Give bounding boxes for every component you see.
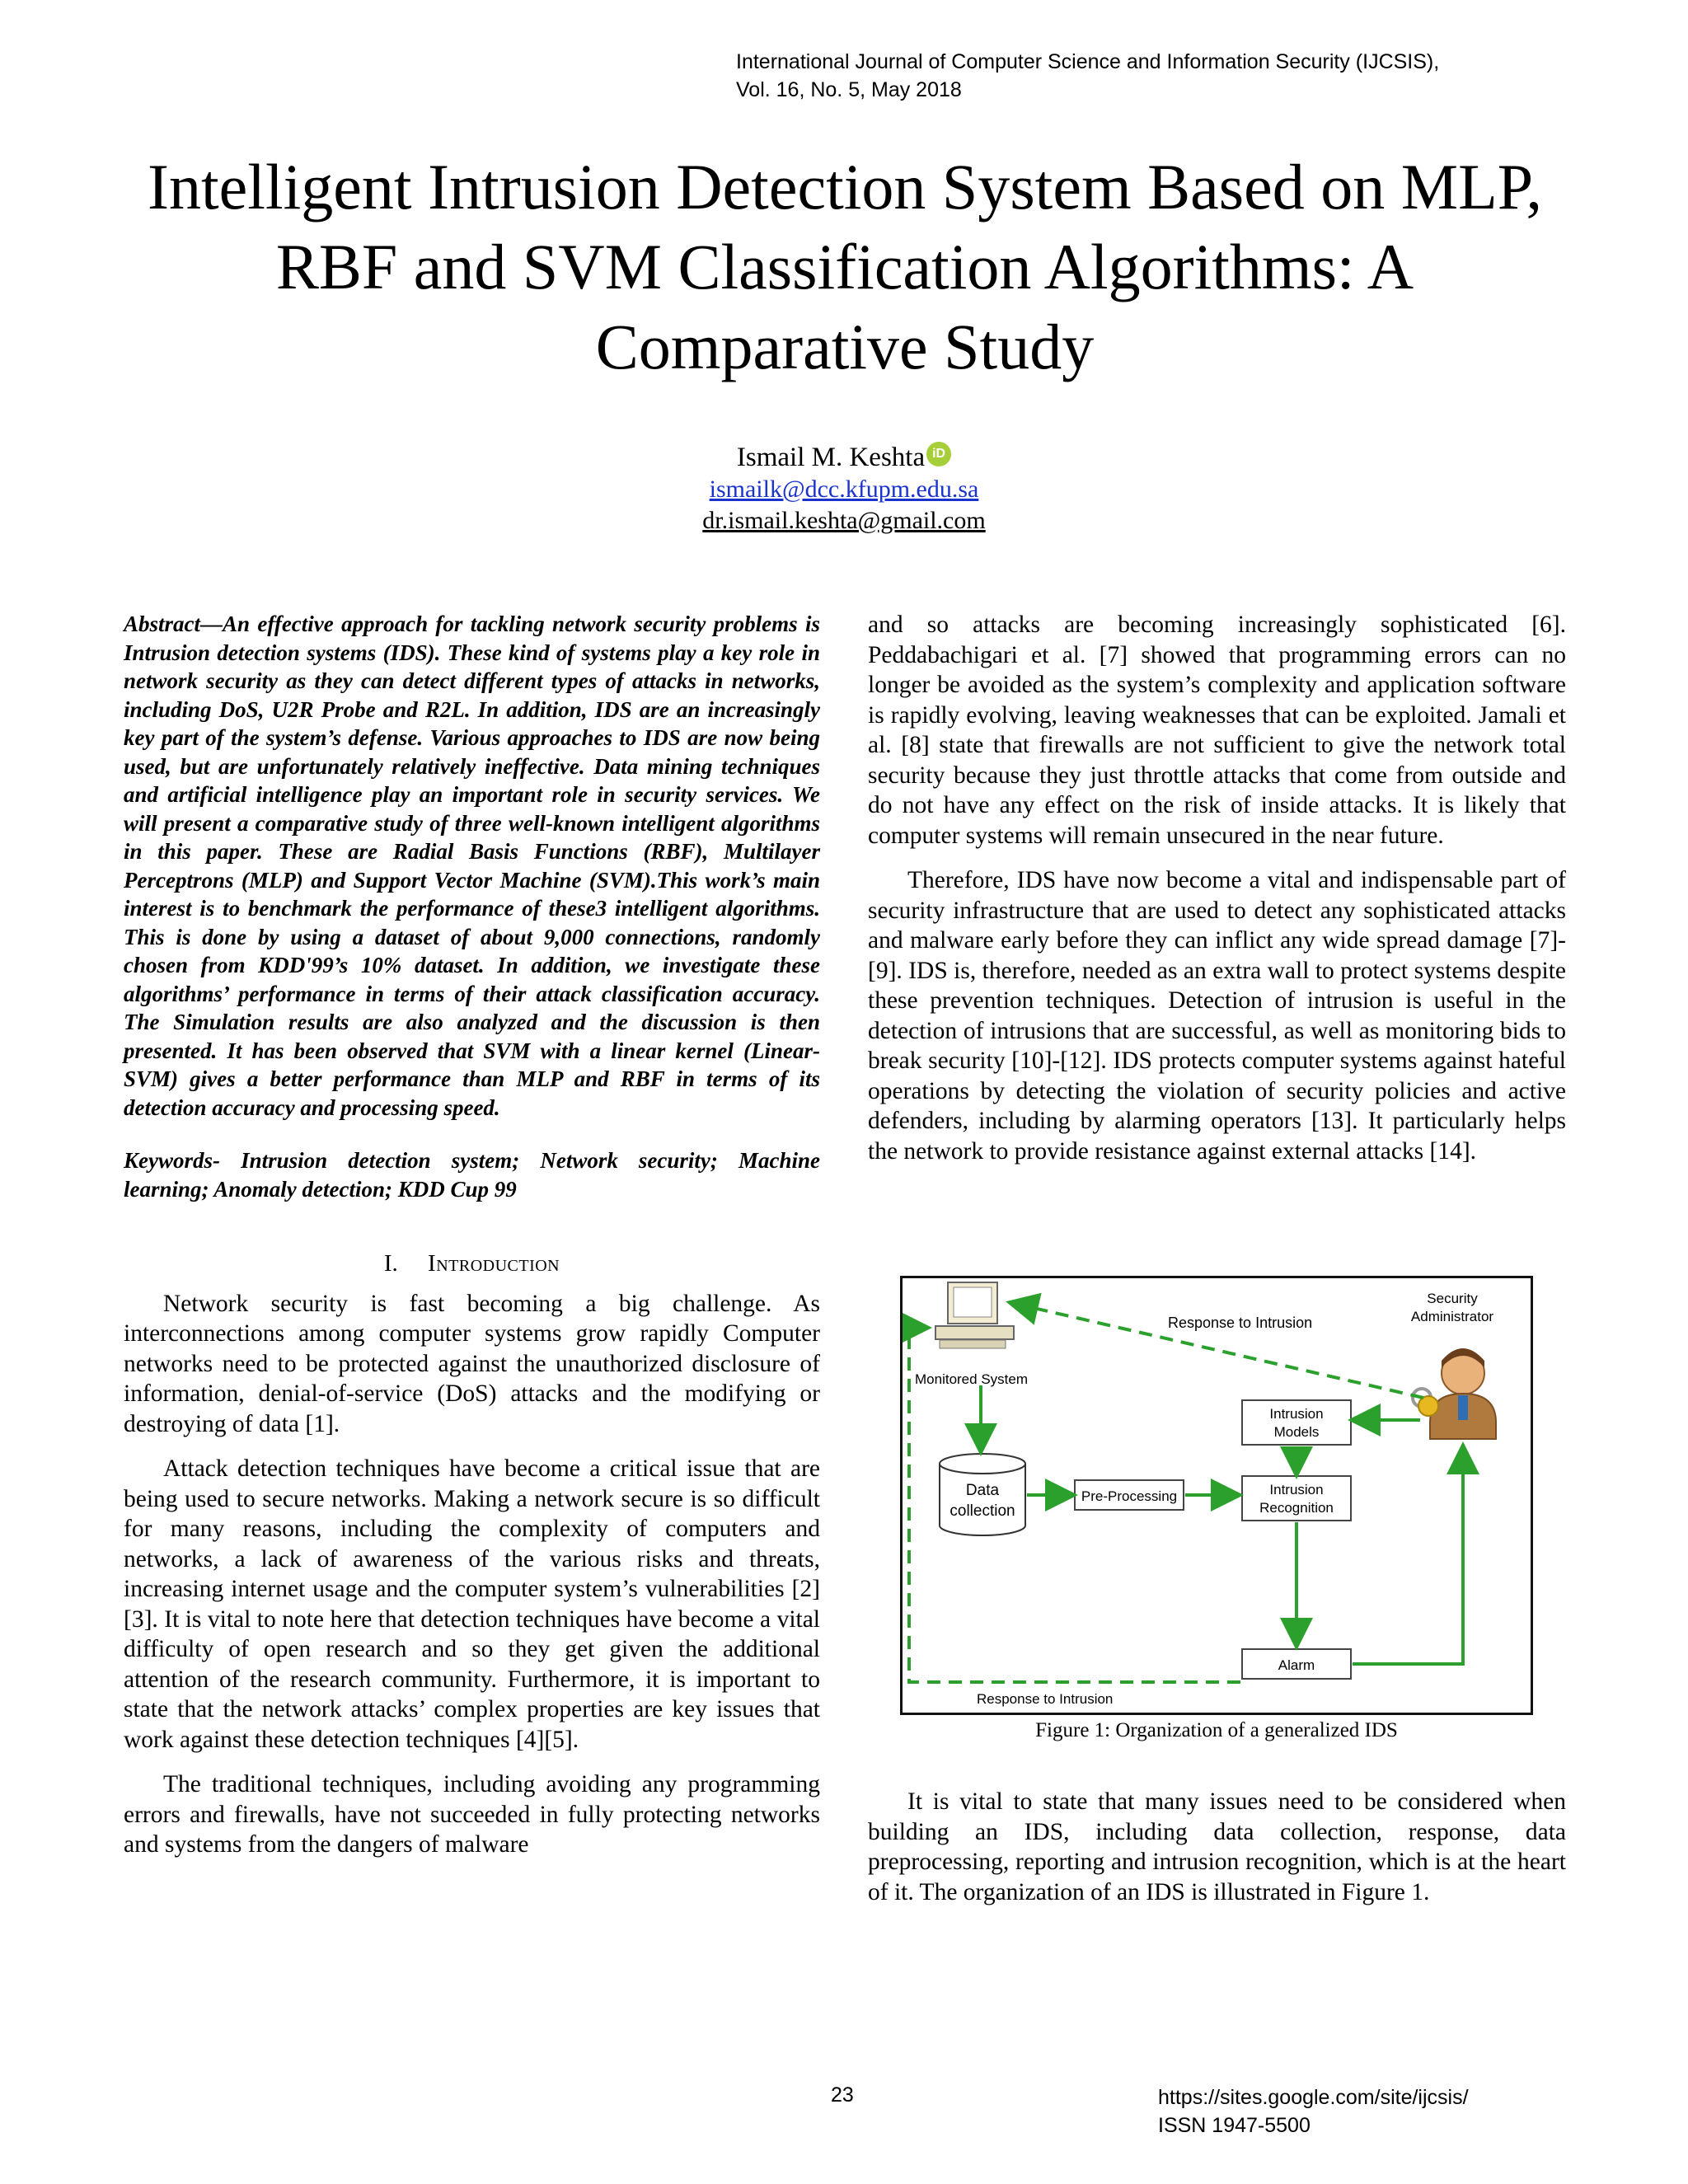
monitored-system-label: Monitored System <box>915 1371 1028 1387</box>
intro-paragraph-3: The traditional techniques, including avoiding any programming errors and firewalls, have not succeeded in fully protecting networks and systems from the dangers of malware <box>124 1771 820 1858</box>
right-column <box>868 610 1566 1166</box>
author-name: Ismail M. Keshta <box>736 443 926 472</box>
author-email-link[interactable]: ismailk@dcc.kfupm.edu.sa <box>709 476 979 503</box>
data-collection-line1: Data <box>965 1482 1000 1499</box>
orcid-icon[interactable]: iD <box>926 442 951 466</box>
intro-paragraph-1: Network security is fast becoming a big challenge. As interconnections among computer systems grow rapidly Computer networks need to be protected against the unauthorized disclosure of information, denial-of-service (DoS) attacks and the modifying or destroying of data [1]. <box>124 1290 820 1437</box>
intrusion-recognition-line2: Recognition <box>1259 1500 1334 1516</box>
journal-header <box>736 48 1439 104</box>
keywords: Keywords- Intrusion detection system; Network security; Machine learning; Anomaly detection; KDD Cup 99 <box>124 1148 820 1202</box>
journal-volume: Vol. 16, No. 5, May 2018 <box>736 78 962 101</box>
intrusion-recognition-line1: Intrusion <box>1269 1482 1324 1497</box>
right-paragraph-2: Therefore, IDS have now become a vital and indispensable part of security infrastructure that are used to detect any sophisticated attacks and malware early before they can inflict any wide spread damage [7]-[9]. IDS is, therefore, needed as an extra wall to protect systems despite these prevention techniques. Detection of intrusion is useful in the detection of intrusions that are successful, as well as monitoring bids to break security [10]-[12]. IDS protects computer systems against hateful operations by detecting the violation of security policies and active defenders, including by alarming operators [13]. It particularly helps the network to provide resistance against external attacks [14]. <box>868 867 1566 1165</box>
paper-title: Intelligent Intrusion Detection System Based on MLP, RBF and SVM Classification Algorithms: A Comparative Study <box>148 151 1542 382</box>
journal-name: International Journal of Computer Science and Information Security (IJCSIS), <box>736 50 1440 73</box>
response-top-label: Response to Intrusion <box>1168 1315 1313 1331</box>
footer-info <box>1158 2083 1469 2139</box>
section-number: I. <box>383 1250 398 1277</box>
preprocessing-label: Pre-Processing <box>1081 1488 1178 1504</box>
data-collection-line2: collection <box>950 1502 1015 1520</box>
intrusion-models-line2: Models <box>1273 1424 1320 1440</box>
author-email-secondary: dr.ismail.keshta@gmail.com <box>702 507 986 534</box>
intrusion-models-line1: Intrusion <box>1269 1406 1324 1422</box>
alarm-to-admin-arrow <box>1353 1448 1463 1664</box>
author-block <box>0 441 1688 537</box>
admin-label-line1: Security <box>1427 1291 1478 1306</box>
ids-figure <box>900 1276 1533 1715</box>
alarm-label: Alarm <box>1278 1657 1315 1673</box>
ids-diagram <box>903 1278 1531 1713</box>
section-title: Introduction <box>428 1250 560 1277</box>
response-bottom-label: Response to Intrusion <box>977 1691 1114 1707</box>
section-heading-introduction <box>124 1249 820 1279</box>
computer-icon <box>935 1282 1014 1348</box>
right-paragraph-3: It is vital to state that many issues need to be considered when building an IDS, including data collection, response, data preprocessing, reporting and intrusion recognition, which is at the heart of it. The organization of an IDS is illustrated in Figure 1. <box>868 1788 1566 1905</box>
footer-issn: ISSN 1947-5500 <box>1158 2114 1311 2137</box>
admin-label-line2: Administrator <box>1410 1309 1494 1324</box>
page-number: 23 <box>831 2083 854 2107</box>
security-administrator-icon <box>1413 1348 1496 1439</box>
abstract: Abstract—An effective approach for tackling network security problems is Intrusion detection systems (IDS). These kind of systems play a key role in network security as they can detect different types of attacks in networks, including DoS, U2R Probe and R2L. In addition, IDS are an increasingly key part of the system’s defense. Various approaches to IDS are now being used, but are unfortunately relatively ineffective. Data mining techniques and artificial intelligence play an important role in security services. We will present a comparative study of three well-known intelligent algorithms in this paper. These are Radial Basis Functions (RBF), Multilayer Perceptrons (MLP) and Support Vector Machine (SVM).This work’s main interest is to benchmark the performance of these3 intelligent algorithms. This is done by using a dataset of about 9,000 connections, randomly chosen from KDD'99’s 10% dataset. In addition, we investigate these algorithms’ performance in terms of their attack classification accuracy. The Simulation results are also analyzed and the discussion is then presented. It has been observed that SVM with a linear kernel (Linear-SVM) gives a better performance than MLP and RBF in terms of its detection accuracy and processing speed. <box>124 612 820 1120</box>
left-column <box>124 610 820 1860</box>
figure-caption: Figure 1: Organization of a generalized IDS <box>1035 1719 1398 1741</box>
right-paragraph-1: and so attacks are becoming increasingly sophisticated [6]. Peddabachigari et al. [7] showed that programming errors can no longer be avoided as the system’s complexity and application software is rapidly evolving, leaving weaknesses that can be exploited. Jamali et al. [8] state that firewalls are not sufficient to give the network total security because they just throttle attacks that come from outside and do not have any effect on the risk of inside attacks. It is likely that computer systems will remain unsecured in the near future. <box>868 612 1566 849</box>
footer-url: https://sites.google.com/site/ijcsis/ <box>1158 2086 1469 2109</box>
intro-paragraph-2: Attack detection techniques have become a critical issue that are being used to secure networks. Making a network secure is so difficult for many reasons, including the complexity of computers and networks, a lack of awareness of the various risks and threats, increasing internet usage and the computer system’s vulnerabilities [2][3]. It is vital to note here that detection techniques have become a vital difficulty of open research and so they get given the additional attention of the research community. Furthermore, it is important to state that the network attacks’ complex properties are key issues that work against these detection techniques [4][5]. <box>124 1455 820 1753</box>
